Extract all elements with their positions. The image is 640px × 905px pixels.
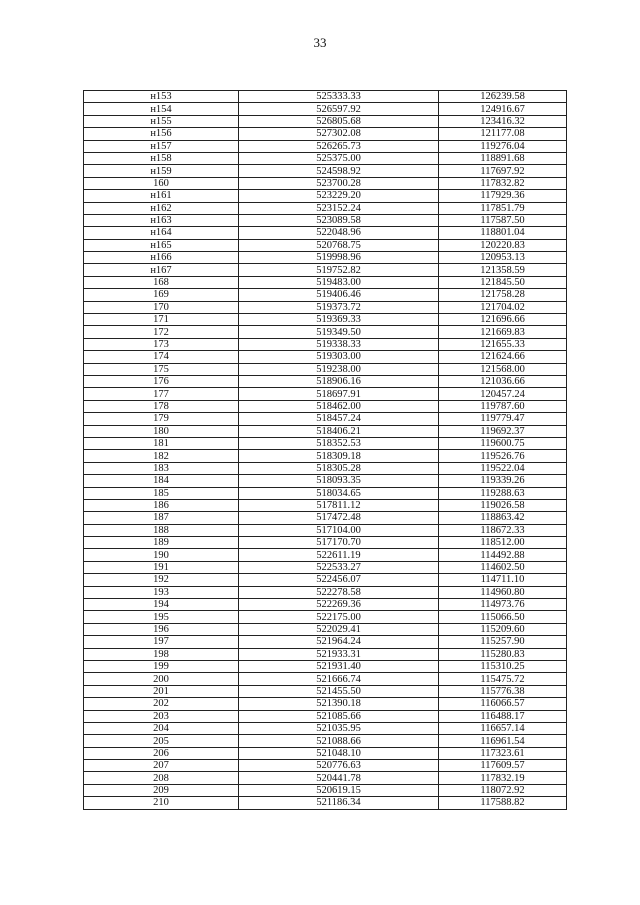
x-coordinate-cell: 522029.41: [239, 623, 439, 635]
point-id-cell: н163: [84, 214, 239, 226]
table-row: [84, 586, 567, 598]
x-coordinate-cell: 522611.19: [239, 549, 439, 561]
point-id-cell: 206: [84, 747, 239, 759]
x-coordinate-cell: 521933.31: [239, 648, 439, 660]
table-row: [84, 611, 567, 623]
y-coordinate-cell: 117832.19: [439, 772, 567, 784]
x-coordinate-cell: 519238.00: [239, 363, 439, 375]
x-coordinate-cell: 517472.48: [239, 512, 439, 524]
point-id-cell: 203: [84, 710, 239, 722]
table-row: [84, 710, 567, 722]
table-row: [84, 400, 567, 412]
y-coordinate-cell: 117588.82: [439, 797, 567, 809]
point-id-cell: н156: [84, 128, 239, 140]
point-id-cell: н153: [84, 91, 239, 103]
point-id-cell: 192: [84, 574, 239, 586]
x-coordinate-cell: 525375.00: [239, 152, 439, 164]
y-coordinate-cell: 121655.33: [439, 338, 567, 350]
point-id-cell: 181: [84, 437, 239, 449]
y-coordinate-cell: 118512.00: [439, 537, 567, 549]
x-coordinate-cell: 521390.18: [239, 698, 439, 710]
y-coordinate-cell: 120953.13: [439, 252, 567, 264]
x-coordinate-cell: 521085.66: [239, 710, 439, 722]
point-id-cell: 169: [84, 289, 239, 301]
y-coordinate-cell: 117832.82: [439, 177, 567, 189]
point-id-cell: 205: [84, 735, 239, 747]
point-id-cell: 188: [84, 524, 239, 536]
x-coordinate-cell: 518034.65: [239, 487, 439, 499]
table-row: [84, 326, 567, 338]
point-id-cell: н159: [84, 165, 239, 177]
y-coordinate-cell: 121036.66: [439, 375, 567, 387]
point-id-cell: н162: [84, 202, 239, 214]
y-coordinate-cell: 118672.33: [439, 524, 567, 536]
table-row: [84, 177, 567, 189]
table-row: [84, 648, 567, 660]
y-coordinate-cell: 114960.80: [439, 586, 567, 598]
table-row: [84, 636, 567, 648]
table-row: [84, 214, 567, 226]
y-coordinate-cell: 115209.60: [439, 623, 567, 635]
table-row: [84, 475, 567, 487]
table-row: [84, 425, 567, 437]
y-coordinate-cell: 119288.63: [439, 487, 567, 499]
point-id-cell: 176: [84, 375, 239, 387]
table-row: [84, 673, 567, 685]
table-row: [84, 128, 567, 140]
x-coordinate-cell: 518697.91: [239, 388, 439, 400]
x-coordinate-cell: 523229.20: [239, 190, 439, 202]
x-coordinate-cell: 518352.53: [239, 437, 439, 449]
point-id-cell: 209: [84, 784, 239, 796]
table-row: [84, 437, 567, 449]
y-coordinate-cell: 117851.79: [439, 202, 567, 214]
table-row: [84, 301, 567, 313]
table-row: [84, 698, 567, 710]
point-id-cell: 168: [84, 276, 239, 288]
table-row: [84, 388, 567, 400]
table-row: [84, 512, 567, 524]
table-row: [84, 264, 567, 276]
point-id-cell: 180: [84, 425, 239, 437]
y-coordinate-cell: 117697.92: [439, 165, 567, 177]
x-coordinate-cell: 519373.72: [239, 301, 439, 313]
table-row: [84, 772, 567, 784]
x-coordinate-cell: 518093.35: [239, 475, 439, 487]
point-id-cell: н164: [84, 227, 239, 239]
point-id-cell: 202: [84, 698, 239, 710]
x-coordinate-cell: 521186.34: [239, 797, 439, 809]
y-coordinate-cell: 115475.72: [439, 673, 567, 685]
table-row: [84, 314, 567, 326]
point-id-cell: 194: [84, 599, 239, 611]
y-coordinate-cell: 114602.50: [439, 561, 567, 573]
y-coordinate-cell: 119276.04: [439, 140, 567, 152]
y-coordinate-cell: 118801.04: [439, 227, 567, 239]
y-coordinate-cell: 119692.37: [439, 425, 567, 437]
table-row: [84, 91, 567, 103]
x-coordinate-cell: 521088.66: [239, 735, 439, 747]
table-row: [84, 190, 567, 202]
table-row: [84, 524, 567, 536]
point-id-cell: 182: [84, 450, 239, 462]
point-id-cell: 195: [84, 611, 239, 623]
table-row: [84, 375, 567, 387]
y-coordinate-cell: 124916.67: [439, 103, 567, 115]
point-id-cell: н166: [84, 252, 239, 264]
table-row: [84, 747, 567, 759]
point-id-cell: 186: [84, 499, 239, 511]
x-coordinate-cell: 521048.10: [239, 747, 439, 759]
point-id-cell: 175: [84, 363, 239, 375]
y-coordinate-cell: 126239.58: [439, 91, 567, 103]
x-coordinate-cell: 523700.28: [239, 177, 439, 189]
y-coordinate-cell: 116961.54: [439, 735, 567, 747]
table-row: [84, 660, 567, 672]
x-coordinate-cell: 522269.36: [239, 599, 439, 611]
y-coordinate-cell: 115066.50: [439, 611, 567, 623]
x-coordinate-cell: 521455.50: [239, 685, 439, 697]
y-coordinate-cell: 119779.47: [439, 413, 567, 425]
x-coordinate-cell: 520768.75: [239, 239, 439, 251]
point-id-cell: 207: [84, 760, 239, 772]
y-coordinate-cell: 119787.60: [439, 400, 567, 412]
point-id-cell: 199: [84, 660, 239, 672]
y-coordinate-cell: 115776.38: [439, 685, 567, 697]
table-row: [84, 722, 567, 734]
table-row: [84, 103, 567, 115]
x-coordinate-cell: 521035.95: [239, 722, 439, 734]
x-coordinate-cell: 526265.73: [239, 140, 439, 152]
table-row: [84, 574, 567, 586]
table-row: [84, 537, 567, 549]
y-coordinate-cell: 123416.32: [439, 115, 567, 127]
coordinates-table-body: [84, 91, 567, 810]
y-coordinate-cell: 121669.83: [439, 326, 567, 338]
x-coordinate-cell: 522048.96: [239, 227, 439, 239]
y-coordinate-cell: 114973.76: [439, 599, 567, 611]
x-coordinate-cell: 520441.78: [239, 772, 439, 784]
y-coordinate-cell: 119526.76: [439, 450, 567, 462]
x-coordinate-cell: 518462.00: [239, 400, 439, 412]
table-row: [84, 165, 567, 177]
point-id-cell: 201: [84, 685, 239, 697]
y-coordinate-cell: 116488.17: [439, 710, 567, 722]
x-coordinate-cell: 519752.82: [239, 264, 439, 276]
x-coordinate-cell: 526597.92: [239, 103, 439, 115]
x-coordinate-cell: 518406.21: [239, 425, 439, 437]
x-coordinate-cell: 519349.50: [239, 326, 439, 338]
y-coordinate-cell: 117929.36: [439, 190, 567, 202]
table-row: [84, 152, 567, 164]
point-id-cell: 200: [84, 673, 239, 685]
point-id-cell: н161: [84, 190, 239, 202]
table-row: [84, 276, 567, 288]
point-id-cell: н157: [84, 140, 239, 152]
x-coordinate-cell: 519338.33: [239, 338, 439, 350]
point-id-cell: 204: [84, 722, 239, 734]
y-coordinate-cell: 115310.25: [439, 660, 567, 672]
point-id-cell: 187: [84, 512, 239, 524]
y-coordinate-cell: 121358.59: [439, 264, 567, 276]
x-coordinate-cell: 519303.00: [239, 351, 439, 363]
x-coordinate-cell: 522278.58: [239, 586, 439, 598]
x-coordinate-cell: 518305.28: [239, 462, 439, 474]
x-coordinate-cell: 527302.08: [239, 128, 439, 140]
table-row: [84, 784, 567, 796]
point-id-cell: 170: [84, 301, 239, 313]
x-coordinate-cell: 521964.24: [239, 636, 439, 648]
point-id-cell: 197: [84, 636, 239, 648]
table-row: [84, 499, 567, 511]
table-row: [84, 413, 567, 425]
page-number: 33: [313, 35, 327, 50]
y-coordinate-cell: 121696.66: [439, 314, 567, 326]
x-coordinate-cell: 525333.33: [239, 91, 439, 103]
point-id-cell: 196: [84, 623, 239, 635]
y-coordinate-cell: 118072.92: [439, 784, 567, 796]
x-coordinate-cell: 523152.24: [239, 202, 439, 214]
point-id-cell: 160: [84, 177, 239, 189]
x-coordinate-cell: 517104.00: [239, 524, 439, 536]
x-coordinate-cell: 519369.33: [239, 314, 439, 326]
table-row: [84, 351, 567, 363]
point-id-cell: н155: [84, 115, 239, 127]
point-id-cell: 189: [84, 537, 239, 549]
point-id-cell: н165: [84, 239, 239, 251]
y-coordinate-cell: 115257.90: [439, 636, 567, 648]
y-coordinate-cell: 117587.50: [439, 214, 567, 226]
x-coordinate-cell: 522175.00: [239, 611, 439, 623]
y-coordinate-cell: 114492.88: [439, 549, 567, 561]
table-row: [84, 115, 567, 127]
y-coordinate-cell: 116657.14: [439, 722, 567, 734]
point-id-cell: н167: [84, 264, 239, 276]
table-row: [84, 227, 567, 239]
point-id-cell: 185: [84, 487, 239, 499]
y-coordinate-cell: 119522.04: [439, 462, 567, 474]
y-coordinate-cell: 117323.61: [439, 747, 567, 759]
point-id-cell: 198: [84, 648, 239, 660]
table-row: [84, 450, 567, 462]
table-row: [84, 599, 567, 611]
y-coordinate-cell: 120457.24: [439, 388, 567, 400]
x-coordinate-cell: 517170.70: [239, 537, 439, 549]
point-id-cell: 191: [84, 561, 239, 573]
point-id-cell: 193: [84, 586, 239, 598]
point-id-cell: 171: [84, 314, 239, 326]
point-id-cell: 184: [84, 475, 239, 487]
point-id-cell: 210: [84, 797, 239, 809]
table-row: [84, 797, 567, 809]
table-row: [84, 289, 567, 301]
y-coordinate-cell: 119339.26: [439, 475, 567, 487]
table-row: [84, 239, 567, 251]
point-id-cell: 208: [84, 772, 239, 784]
y-coordinate-cell: 121845.50: [439, 276, 567, 288]
y-coordinate-cell: 116066.57: [439, 698, 567, 710]
x-coordinate-cell: 519406.46: [239, 289, 439, 301]
y-coordinate-cell: 121758.28: [439, 289, 567, 301]
y-coordinate-cell: 118863.42: [439, 512, 567, 524]
y-coordinate-cell: 118891.68: [439, 152, 567, 164]
x-coordinate-cell: 523089.58: [239, 214, 439, 226]
table-row: [84, 549, 567, 561]
y-coordinate-cell: 114711.10: [439, 574, 567, 586]
point-id-cell: 183: [84, 462, 239, 474]
table-row: [84, 735, 567, 747]
x-coordinate-cell: 517811.12: [239, 499, 439, 511]
table-row: [84, 140, 567, 152]
point-id-cell: 177: [84, 388, 239, 400]
x-coordinate-cell: 522456.07: [239, 574, 439, 586]
x-coordinate-cell: 526805.68: [239, 115, 439, 127]
y-coordinate-cell: 119026.58: [439, 499, 567, 511]
table-row: [84, 338, 567, 350]
y-coordinate-cell: 121177.08: [439, 128, 567, 140]
x-coordinate-cell: 518906.16: [239, 375, 439, 387]
point-id-cell: н154: [84, 103, 239, 115]
y-coordinate-cell: 120220.83: [439, 239, 567, 251]
x-coordinate-cell: 521931.40: [239, 660, 439, 672]
table-row: [84, 462, 567, 474]
table-row: [84, 561, 567, 573]
y-coordinate-cell: 117609.57: [439, 760, 567, 772]
table-row: [84, 685, 567, 697]
x-coordinate-cell: 519483.00: [239, 276, 439, 288]
table-row: [84, 623, 567, 635]
coordinates-table: [83, 90, 567, 810]
y-coordinate-cell: 119600.75: [439, 437, 567, 449]
table-row: [84, 760, 567, 772]
y-coordinate-cell: 121704.02: [439, 301, 567, 313]
y-coordinate-cell: 121624.66: [439, 351, 567, 363]
y-coordinate-cell: 115280.83: [439, 648, 567, 660]
x-coordinate-cell: 518457.24: [239, 413, 439, 425]
x-coordinate-cell: 522533.27: [239, 561, 439, 573]
table-row: [84, 363, 567, 375]
x-coordinate-cell: 520619.15: [239, 784, 439, 796]
point-id-cell: 179: [84, 413, 239, 425]
y-coordinate-cell: 121568.00: [439, 363, 567, 375]
x-coordinate-cell: 518309.18: [239, 450, 439, 462]
table-row: [84, 202, 567, 214]
x-coordinate-cell: 519998.96: [239, 252, 439, 264]
table-row: [84, 252, 567, 264]
point-id-cell: 174: [84, 351, 239, 363]
point-id-cell: 172: [84, 326, 239, 338]
x-coordinate-cell: 521666.74: [239, 673, 439, 685]
table-row: [84, 487, 567, 499]
point-id-cell: 178: [84, 400, 239, 412]
point-id-cell: 173: [84, 338, 239, 350]
point-id-cell: н158: [84, 152, 239, 164]
x-coordinate-cell: 524598.92: [239, 165, 439, 177]
x-coordinate-cell: 520776.63: [239, 760, 439, 772]
point-id-cell: 190: [84, 549, 239, 561]
